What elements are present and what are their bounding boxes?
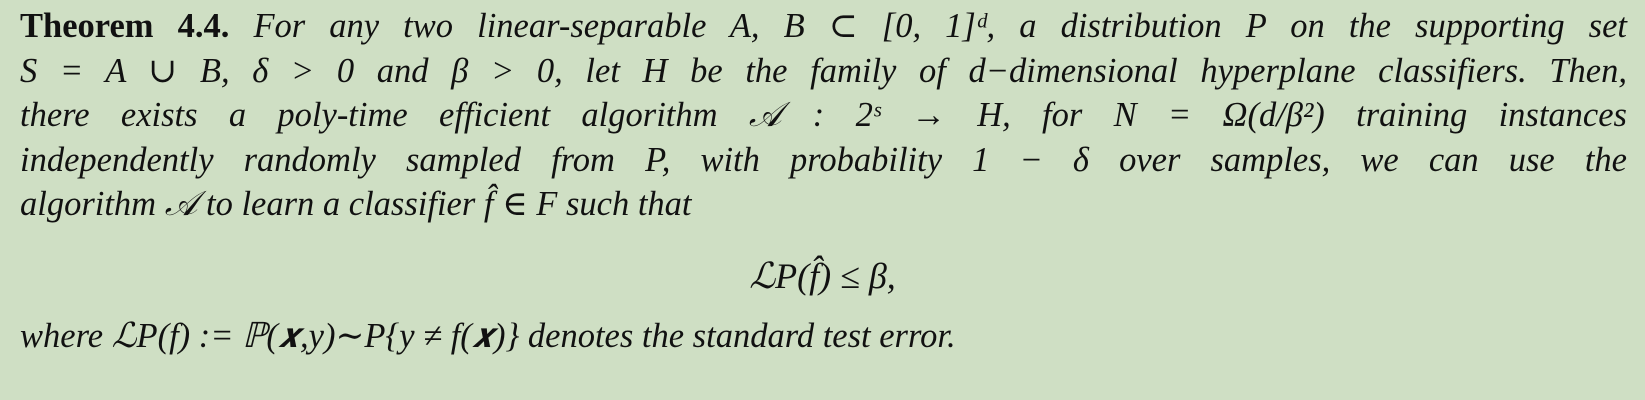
- theorem-paragraph: [20, 4, 1627, 227]
- theorem-line-4: independently randomly sampled from P, with probability 1 − δ over samples, we can use the: [20, 140, 1627, 179]
- theorem-line-1-text: For any two linear-separable A, B ⊂ [0, 1]ᵈ, a distribution P on the supporting set: [253, 7, 1627, 45]
- display-equation: ℒP(f̂) ≤ β,: [749, 256, 896, 296]
- theorem-line-1: [20, 4, 1627, 49]
- theorem-label: Theorem 4.4.: [20, 7, 230, 45]
- theorem-line-5: algorithm 𝒜 to learn a classifier f̂ ∈ F such that: [20, 185, 692, 223]
- definition-line: where ℒP(f) := ℙ(𝒙,y)∼P{y ≠ f(𝒙)} denotes the standard test error.: [20, 317, 956, 355]
- theorem-line-3: there exists a poly-time efficient algorithm 𝒜 : 2ˢ → H, for N = Ω(d/β²) training instances: [20, 96, 1627, 134]
- theorem-line-2: S = A ∪ B, δ > 0 and β > 0, let H be the family of d−dimensional hyperplane classifiers. Then,: [20, 51, 1627, 90]
